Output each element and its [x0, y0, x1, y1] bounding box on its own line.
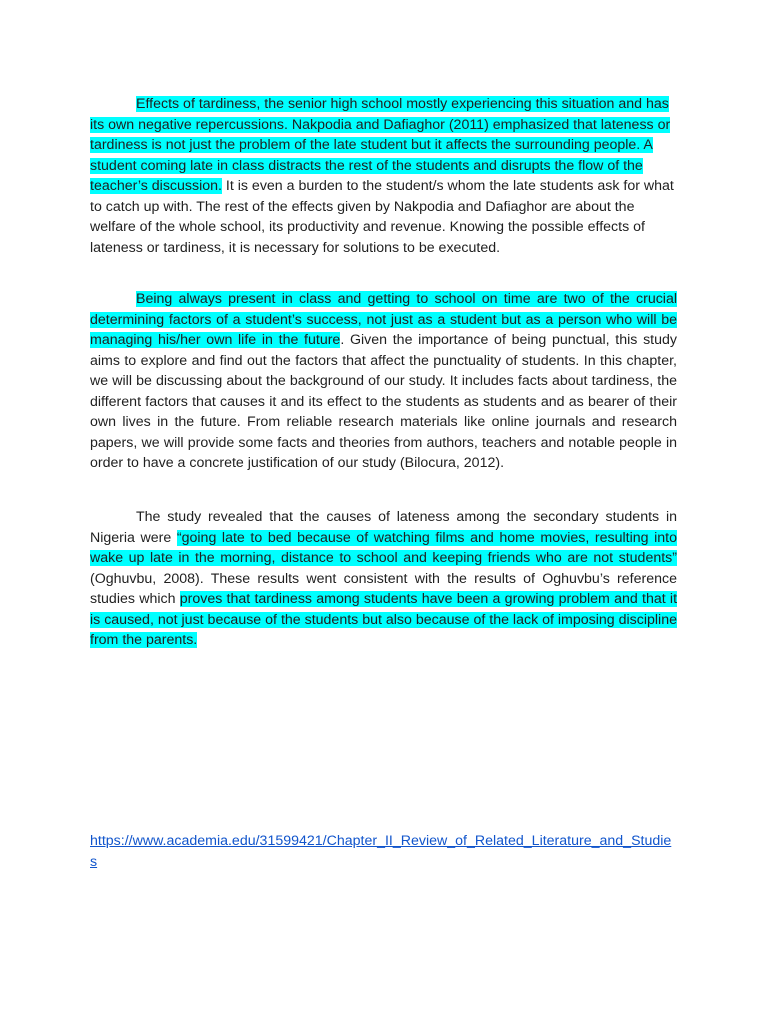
paragraph-effects-of-tardiness: [90, 94, 677, 258]
source-link[interactable]: https://www.academia.edu/31599421/Chapter_II_Review_of_Related_Literature_and_Studies: [90, 833, 672, 870]
body-text: It is even a burden to the student/s whom the late students ask for what to catch up with. The rest of the effects given by Nakpodia and Dafiaghor are about the welfare of the whole school, its productivity and revenue. Knowing the possible effects of lateness or tardiness, it is necessary for solutions to be executed.: [90, 178, 674, 256]
highlighted-text: proves that tardiness among students have been a growing problem and that it is caused, not just because of the students but also because of the lack of imposing discipline from the parents.: [90, 591, 678, 648]
highlighted-quote: “going late to bed because of watching films and home movies, resulting into wake up late in the morning, distance to school and keeping friends who are not students”: [90, 529, 677, 566]
body-text: The study revealed that the causes of lateness among the secondary students in Nigeria were: [90, 509, 677, 546]
highlighted-text: Being always present in class and getting to school on time are two of the crucial determining factors of a student’s success, not just as a student but as a person who will be managing his/her own life in the future: [90, 291, 677, 348]
highlighted-text: Effects of tardiness, the senior high school mostly experiencing this situation and has its own negative repercussions. Nakpodia and Dafiaghor (2011) emphasized that lateness or tardiness is not just the problem of the late student but it affects the surrounding people. A student coming late in class distracts the rest of the students and disrupts the flow of the teacher’s discussion.: [90, 96, 671, 194]
body-text: (Oghuvbu, 2008). These results went consistent with the results of Oghuvbu’s reference studies which: [90, 570, 677, 607]
paragraph-causes-of-lateness: [90, 507, 677, 651]
paragraph-punctuality-importance: [90, 289, 677, 474]
body-text: . Given the importance of being punctual, this study aims to explore and find out the factors that affect the punctuality of students. In this chapter, we will be discussing about the background of our study. It includes facts about tardiness, the different factors that causes it and its effect to the students as students and as bearer of their own lives in the future. From reliable research materials like online journals and research papers, we will provide some facts and theories from authors, teachers and notable people in order to have a concrete justification of our study (Bilocura, 2012).: [90, 332, 677, 471]
